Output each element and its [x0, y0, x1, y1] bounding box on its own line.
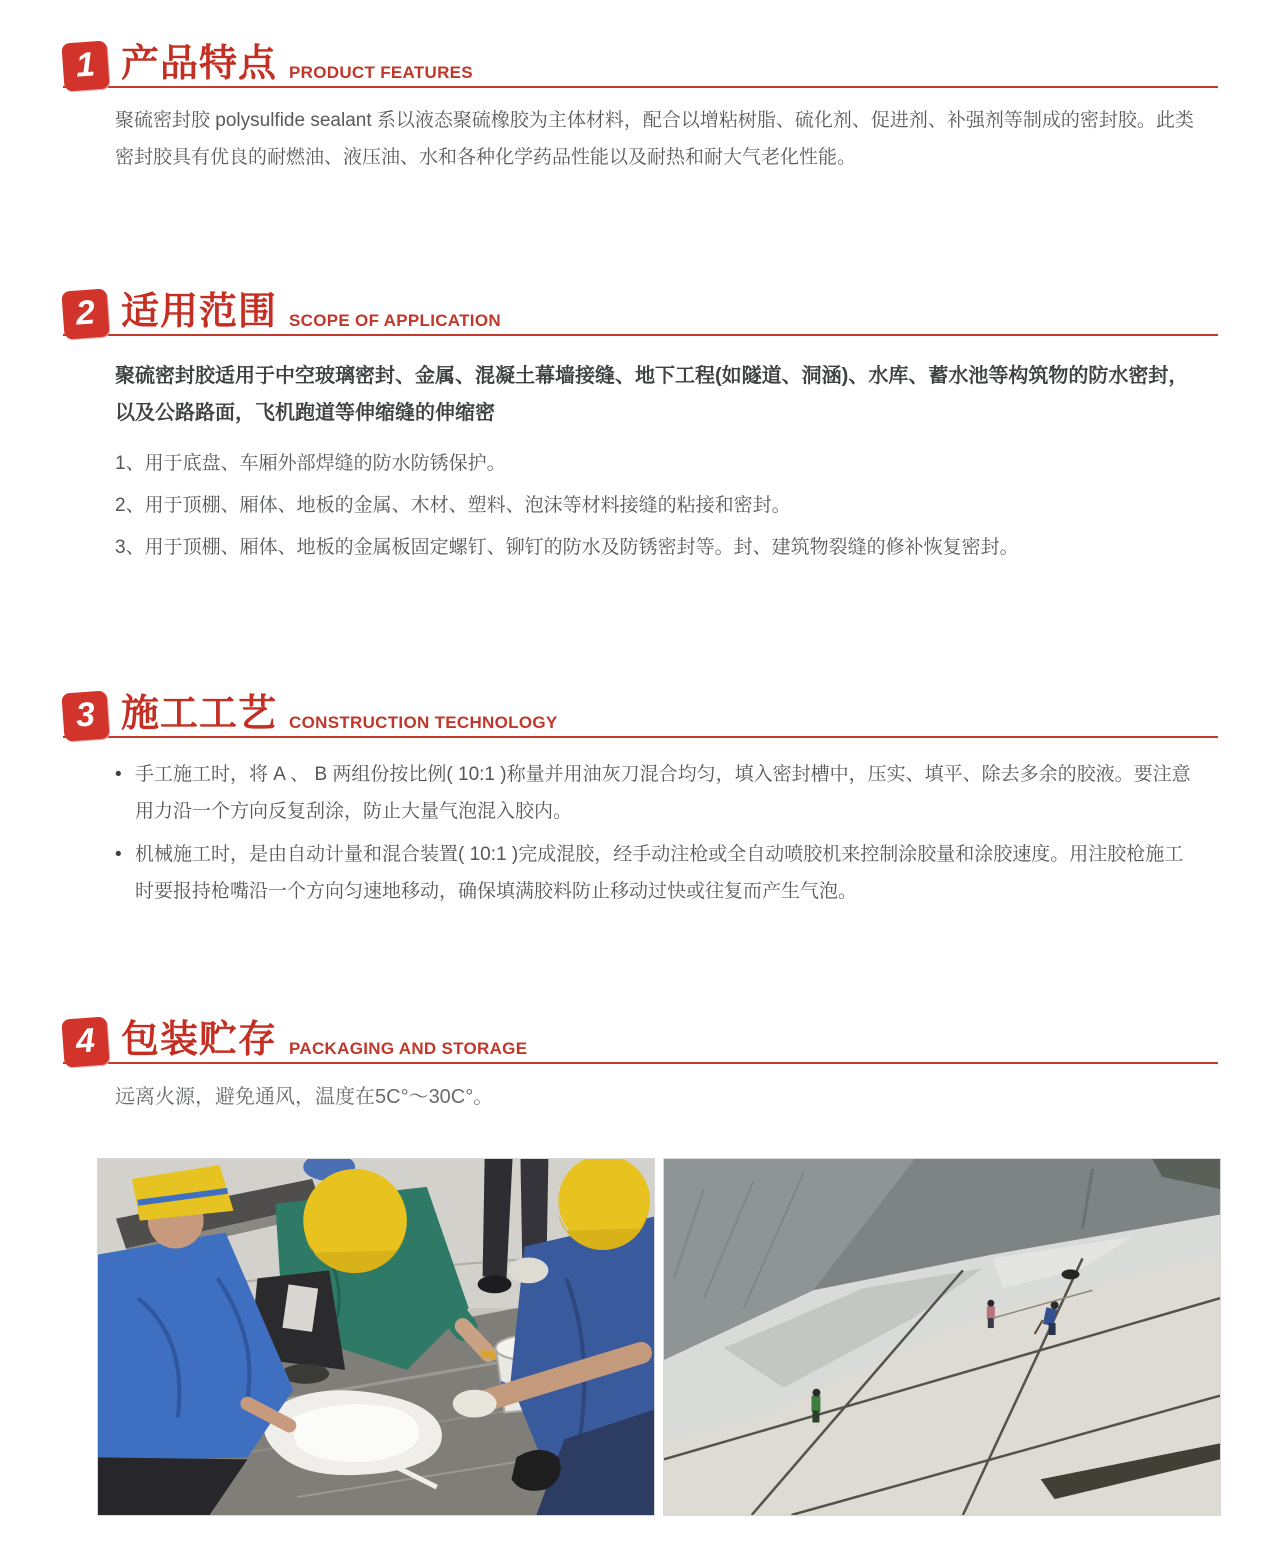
- bullet-text: 机械施工时，是由自动计量和混合装置( 10:1 )完成混胶，经手动注枪或全自动喷胶机来控制涂胶量和涂胶速度。用注胶枪施工时要报持枪嘴沿一个方向匀速地移动，确保填满胶料防止移动过快或往复而产生气泡。: [135, 844, 1184, 902]
- section-product-features: [63, 38, 1218, 176]
- section-title: 施工工艺: [121, 693, 278, 735]
- product-datasheet-page: [0, 38, 1280, 1545]
- lead-paragraph: 聚硫密封胶适用于中空玻璃密封、金属、混凝土幕墙接缝、地下工程(如隧道、洞涵)、水库、蓄水池等构筑物的防水密封，以及公路路面，飞机跑道等伸缩缝的伸缩密: [115, 365, 1189, 424]
- worker-green: [811, 1389, 820, 1423]
- section-number-badge: [61, 288, 109, 339]
- section-scope-of-application: [63, 286, 1218, 566]
- section-body: [115, 358, 1198, 566]
- section-number-badge: [61, 1016, 109, 1067]
- photo-concrete-slope-graphic: [664, 1159, 1220, 1515]
- section-subtitle: SCOPE OF APPLICATION: [289, 311, 501, 330]
- photo-row: [97, 1158, 1222, 1516]
- section-title: 适用范围: [121, 291, 278, 333]
- bullet-text: 手工施工时，将 A 、 B 两组份按比例( 10:1 )称量并用油灰刀混合均匀，填入密封槽中，压实、填平、除去多余的胶液。要注意用力沿一个方向反复刮涂，防止大量气泡混入胶内。: [135, 764, 1191, 822]
- section-title: 产品特点: [121, 43, 278, 85]
- section-body-text: 远离火源，避免通风，温度在5C°～30C°。: [115, 1086, 494, 1108]
- section-subtitle: CONSTRUCTION TECHNOLOGY: [289, 713, 558, 732]
- list-item: 2、用于顶棚、厢体、地板的金属、木材、塑料、泡沫等材料接缝的粘接和密封。: [115, 495, 791, 516]
- list-item: [115, 836, 1198, 910]
- section-number: 2: [74, 293, 97, 333]
- section-construction-technology: [63, 688, 1218, 910]
- section-header: [63, 286, 1218, 336]
- dark-object: [1062, 1269, 1080, 1279]
- photo-workers-sealant-graphic: [98, 1159, 654, 1515]
- section-header: [63, 688, 1218, 738]
- bullet-icon: •: [115, 764, 122, 785]
- section-number: 3: [74, 695, 97, 735]
- section-title: 包装贮存: [121, 1019, 278, 1061]
- section-number: 4: [74, 1021, 97, 1061]
- photo-concrete-slope: [663, 1158, 1221, 1516]
- section-body-text: 聚硫密封胶 polysulfide sealant 系以液态聚硫橡胶为主体材料，配合以增粘树脂、硫化剂、促进剂、补强剂等制成的密封胶。此类密封胶具有优良的耐燃油、液压油、水和各种化学药品性能以及耐热和耐大气老化性能。: [115, 110, 1194, 168]
- section-subtitle: PACKAGING AND STORAGE: [289, 1039, 528, 1058]
- section-number-badge: [61, 40, 109, 91]
- section-header: [63, 1014, 1218, 1064]
- list-item: [115, 756, 1198, 830]
- list-item: 1、用于底盘、车厢外部焊缝的防水防锈保护。: [115, 453, 506, 474]
- list-item: 3、用于顶棚、厢体、地板的金属板固定螺钉、铆钉的防水及防锈密封等。封、建筑物裂缝的修补恢复密封。: [115, 537, 1019, 558]
- bullet-icon: •: [115, 844, 122, 865]
- application-list: [115, 446, 1198, 566]
- photo-workers-sealant: [97, 1158, 655, 1516]
- section-packaging-and-storage: [63, 1014, 1218, 1114]
- section-number-badge: [61, 690, 109, 741]
- section-header: [63, 38, 1218, 88]
- worker-pink: [987, 1300, 995, 1328]
- section-number: 1: [74, 45, 97, 85]
- section-body: [115, 756, 1198, 910]
- section-subtitle: PRODUCT FEATURES: [289, 63, 473, 82]
- construction-steps-list: [115, 756, 1198, 910]
